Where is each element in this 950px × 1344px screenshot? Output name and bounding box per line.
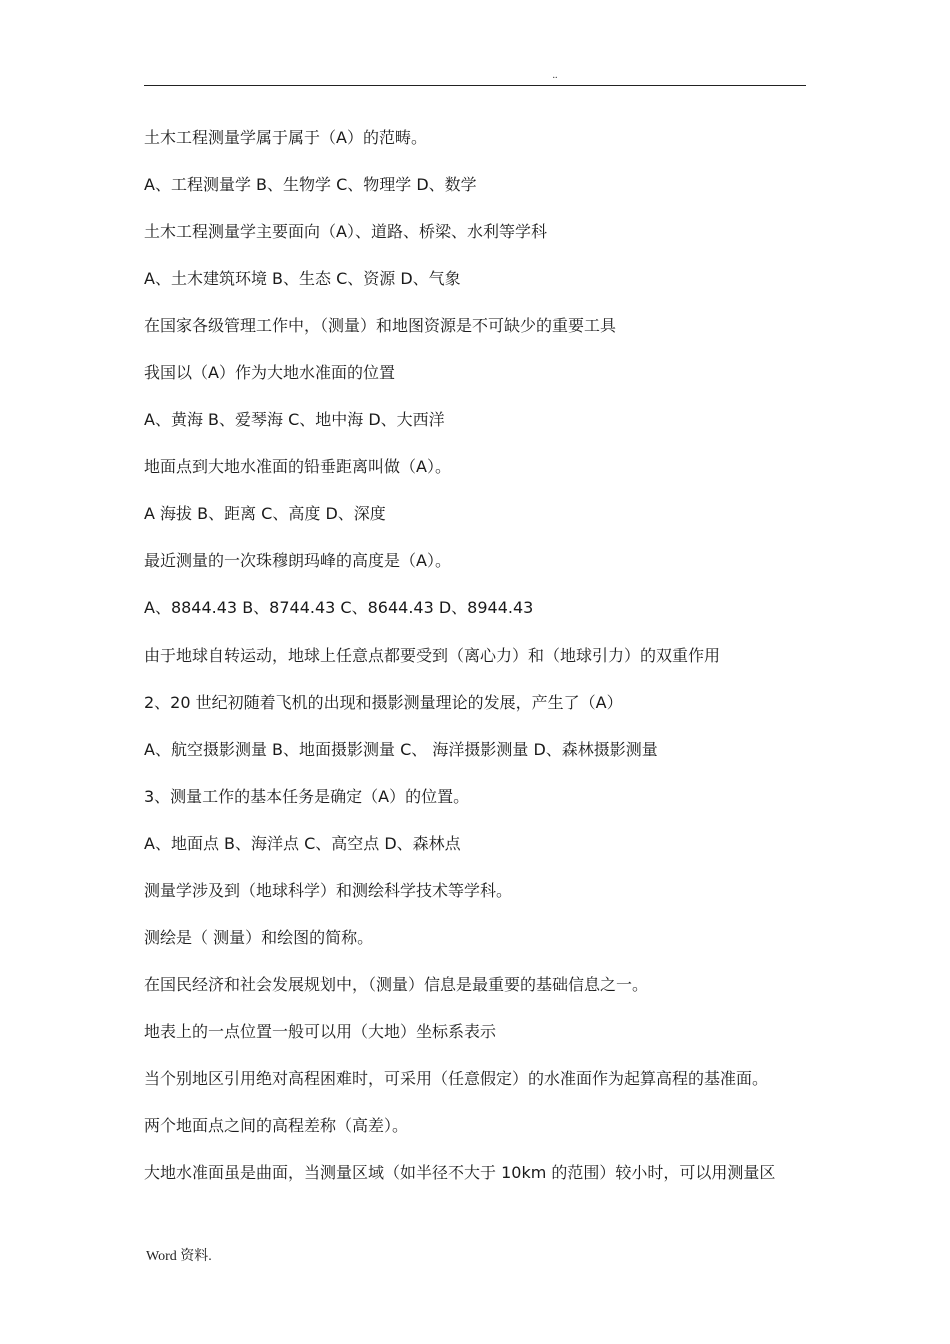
text-line: 土木工程测量学属于属于（A）的范畴。: [144, 128, 427, 147]
text-line: A、地面点 B、海洋点 C、高空点 D、森林点: [144, 833, 461, 853]
text-line: A、黄海 B、爱琴海 C、地中海 D、大西洋: [144, 410, 445, 430]
text-line: 两个地面点之间的高程差称（高差）。: [144, 1115, 409, 1135]
text-line: A、土木建筑环境 B、生态 C、资源 D、气象: [144, 269, 461, 289]
text-line: 我国以（A）作为大地水准面的位置: [144, 363, 395, 383]
footer-text: Word 资料.: [146, 1249, 212, 1264]
text-line: 最近测量的一次珠穆朗玛峰的高度是（A）。: [144, 551, 451, 571]
text-line: 土木工程测量学主要面向（A）、道路、桥梁、水利等学科: [144, 222, 547, 242]
text-line: 3、测量工作的基本任务是确定（A）的位置。: [144, 786, 470, 806]
text-line: 2、20 世纪初随着飞机的出现和摄影测量理论的发展，产生了（A）: [144, 692, 623, 712]
text-line: 测量学涉及到（地球科学）和测绘科学技术等学科。: [144, 880, 513, 900]
text-line: 测绘是（ 测量）和绘图的简称。: [144, 927, 374, 947]
text-line: 当个别地区引用绝对高程困难时，可采用（任意假定）的水准面作为起算高程的基准面。: [144, 1068, 769, 1088]
header-rule: [144, 85, 806, 86]
text-line: 在国家各级管理工作中，（测量）和地图资源是不可缺少的重要工具: [144, 316, 617, 336]
text-line: 地面点到大地水准面的铅垂距离叫做（A）。: [144, 457, 451, 477]
text-line: 在国民经济和社会发展规划中，（测量）信息是最重要的基础信息之一。: [144, 974, 649, 994]
text-line: 地表上的一点位置一般可以用（大地）坐标系表示: [144, 1021, 497, 1041]
text-line: A、8844.43 B、8744.43 C、8644.43 D、8944.43: [144, 598, 534, 618]
document-body: [144, 126, 824, 1208]
text-line: 大地水准面虽是曲面，当测量区域（如半径不大于 10km 的范围）较小时，可以用测量区: [144, 1163, 776, 1183]
text-line: A、航空摄影测量 B、地面摄影测量 C、 海洋摄影测量 D、森林摄影测量: [144, 739, 658, 759]
text-line: A 海拔 B、距离 C、高度 D、深度: [144, 504, 386, 524]
text-line: 由于地球自转运动，地球上任意点都要受到（离心力）和（地球引力）的双重作用: [144, 645, 721, 665]
text-line: A、工程测量学 B、生物学 C、物理学 D、数学: [144, 175, 477, 195]
header-mark: ..: [552, 70, 558, 81]
